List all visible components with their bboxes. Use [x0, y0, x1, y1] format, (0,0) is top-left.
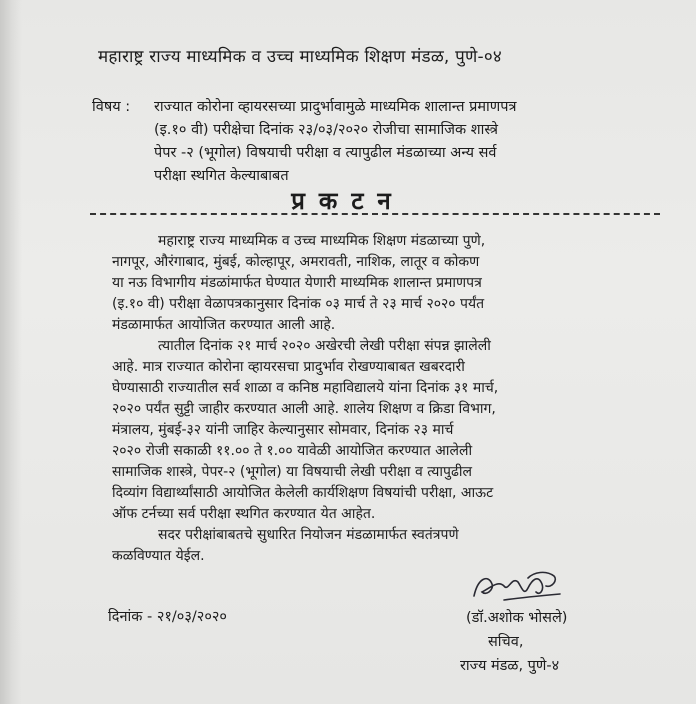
board-header: महाराष्ट्र राज्य माध्यमिक व उच्च माध्यमिक शिक्षण मंडळ, पुणे-०४: [98, 47, 502, 67]
body-line: त्यातील दिनांक २१ मार्च २०२० अखेरची लेखी परीक्षा संपन्न झालेली: [158, 338, 491, 354]
body-line: मंडळामार्फत आयोजित करण्यात आली आहे.: [112, 317, 336, 333]
handwritten-signature: [468, 566, 568, 606]
subject-line: (इ.१० वी) परीक्षेचा दिनांक २३/०३/२०२० रोजीचा सामाजिक शास्त्रे: [154, 122, 499, 138]
body-line: २०२० पर्यंत सुट्टी जाहीर करण्यात आली आहे. शालेय शिक्षण व क्रिडा विभाग,: [112, 401, 496, 417]
body-line: आहे. मात्र राज्यात कोरोना व्हायरसचा प्रादुर्भाव रोखण्याबाबत खबरदारी: [112, 359, 465, 375]
paragraph-2: [112, 336, 660, 525]
signatory-designation: सचिव,: [488, 634, 524, 650]
body-line: मंत्रालय, मुंबई-३२ यांनी जाहिर केल्यानुसार सोमवार, दिनांक २३ मार्च: [112, 422, 454, 438]
paragraph-3: [112, 525, 660, 567]
body-line: २०२० रोजी सकाळी ११.०० ते १.०० यावेळी आयोजित करण्यात आलेली: [112, 443, 473, 459]
body-line: (इ.१० वी) परीक्षा वेळापत्रकानुसार दिनांक ०३ मार्च ते २३ मार्च २०२० पर्यंत: [112, 296, 485, 312]
subject-line: परीक्षा स्थगित केल्याबाबत: [154, 168, 289, 184]
body-line: घेण्यासाठी राज्यातील सर्व शाळा व कनिष्ठ महाविद्यालये यांना दिनांक ३१ मार्च,: [112, 380, 499, 396]
dashed-divider: [90, 213, 660, 215]
body-line: ऑफ टर्नच्या सर्व परीक्षा स्थगित करण्यात येत आहेत.: [112, 506, 376, 522]
subject-line-text: राज्यात कोरोना व्हायरसच्या प्रादुर्भावामुळे माध्यमिक शालान्त प्रमाणपत्र: [154, 99, 517, 115]
subject-line: पेपर -२ (भूगोल) विषयाची परीक्षा व त्यापुढील मंडळाच्या अन्य सर्व: [154, 145, 497, 161]
body-line: या नऊ विभागीय मंडळांमार्फत घेण्यात येणारी माध्यमिक शालान्त प्रमाणपत्र: [112, 275, 482, 291]
body-line: दिव्यांग विद्यार्थ्यांसाठी आयोजित केलेली कार्यशिक्षण विषयांची परीक्षा, आऊट: [112, 485, 494, 501]
signatory-office: राज्य मंडळ, पुणे-४: [460, 658, 560, 674]
notice-title: प्रकटन: [291, 187, 405, 215]
signature-block: [454, 606, 654, 678]
subject-block: [92, 96, 652, 188]
page-edge-shadow: [0, 0, 22, 704]
body-line: नागपूर, औरंगाबाद, मुंबई, कोल्हापूर, अमरावती, नाशिक, लातूर व कोकण: [112, 254, 480, 270]
subject-line: [92, 96, 652, 119]
body-line: सदर परीक्षांबाबतचे सुधारित नियोजन मंडळामार्फत स्वतंत्रपणे: [158, 527, 459, 543]
notice-body: [112, 231, 660, 567]
body-line: महाराष्ट्र राज्य माध्यमिक व उच्च माध्यमिक शिक्षण मंडळाच्या पुणे,: [158, 233, 486, 249]
body-line: सामाजिक शास्त्रे, पेपर-२ (भूगोल) या विषयाची लेखी परीक्षा व त्यापुढील: [112, 464, 472, 480]
notice-date: दिनांक - २१/०३/२०२०: [108, 609, 227, 625]
paragraph-1: [112, 231, 660, 336]
subject-label: विषय :: [92, 99, 131, 115]
signatory-name: (डॉ.अशोक भोसले): [466, 610, 568, 626]
body-line: कळविण्यात येईल.: [112, 548, 205, 564]
